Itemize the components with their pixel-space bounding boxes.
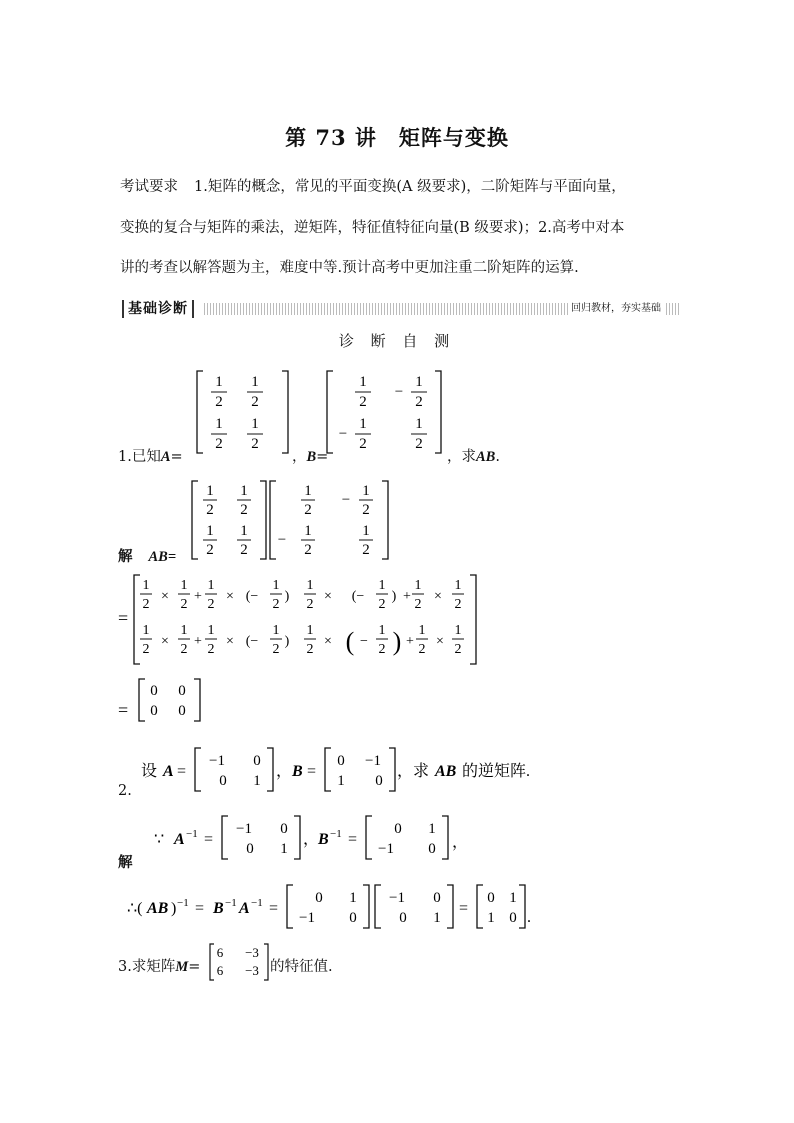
svg-text:1: 1 [306, 578, 314, 593]
svg-text:1: 1 [362, 483, 370, 499]
solution-2-label: 解 [118, 854, 133, 871]
svg-text:×: × [226, 634, 234, 649]
svg-text:−1: −1 [236, 821, 252, 837]
svg-text:0: 0 [375, 773, 383, 789]
problem-3-suffix: 的特征值. [270, 959, 333, 975]
matrix-m-entry: 6 [216, 945, 224, 960]
svg-text:2: 2 [359, 394, 367, 410]
section-heading: 诊 断 自 测 [338, 332, 456, 350]
svg-text:1: 1 [253, 773, 261, 789]
svg-text:=: = [269, 900, 279, 917]
problem-3-statement [118, 955, 200, 976]
svg-text:，: ， [276, 763, 293, 780]
svg-text:): ) [284, 589, 290, 604]
svg-text:2: 2 [418, 642, 426, 657]
svg-text:2: 2 [306, 597, 314, 612]
svg-text:1: 1 [304, 523, 312, 539]
section-banner [118, 300, 680, 318]
svg-text:×: × [226, 589, 234, 604]
problem-1-ask [447, 445, 500, 466]
svg-text:AB: AB [435, 763, 457, 780]
svg-text:2: 2 [251, 394, 259, 410]
period-1: . [495, 449, 500, 465]
svg-text:1: 1 [433, 910, 441, 926]
svg-text:+: + [403, 589, 411, 604]
var-a: A [160, 449, 171, 465]
eq-m: = [188, 959, 201, 975]
svg-text:1: 1 [415, 374, 423, 390]
svg-text:): ) [391, 589, 397, 604]
svg-text:2: 2 [415, 436, 423, 452]
svg-text:2: 2 [180, 597, 188, 612]
svg-text:=: = [195, 900, 205, 917]
banner-label: 基础诊断 [122, 300, 194, 318]
svg-text:1: 1 [359, 416, 367, 432]
problem-1-prefix: 1.已知 [118, 449, 161, 465]
svg-text:B: B [292, 763, 303, 780]
svg-text:0: 0 [337, 753, 345, 769]
svg-text:−1: −1 [330, 828, 342, 840]
zero-matrix-result [118, 676, 208, 724]
svg-text:0: 0 [246, 841, 254, 857]
matrix-m-entry: −3 [245, 945, 259, 960]
ask-text: ，求 [447, 449, 476, 465]
svg-text:1: 1 [414, 578, 422, 593]
svg-text:1: 1 [180, 578, 188, 593]
svg-text:1: 1 [251, 416, 259, 432]
svg-text:): ) [392, 627, 402, 656]
svg-text:2: 2 [251, 436, 259, 452]
svg-text:2: 2 [415, 394, 423, 410]
svg-text:−1: −1 [177, 897, 189, 909]
problem-2-number: 2. [118, 783, 132, 799]
svg-text:0: 0 [349, 910, 357, 926]
svg-text:2: 2 [304, 542, 312, 558]
svg-text:1: 1 [215, 374, 223, 390]
svg-text:=: = [204, 831, 214, 848]
svg-text:−1: −1 [299, 910, 315, 926]
svg-text:−1: −1 [365, 753, 381, 769]
requirements-text-1: 1.矩阵的概念，常见的平面变换(A 级要求)，二阶矩阵与平面向量， [194, 179, 626, 195]
svg-text:1: 1 [304, 483, 312, 499]
svg-text:2: 2 [359, 436, 367, 452]
svg-text:−: − [394, 384, 404, 400]
svg-text:0: 0 [315, 890, 323, 906]
svg-text:1: 1 [509, 890, 517, 906]
svg-text:1: 1 [215, 416, 223, 432]
requirements-line-1 [120, 177, 680, 197]
svg-text:的逆矩阵.: 的逆矩阵. [462, 763, 531, 780]
svg-text:设: 设 [141, 763, 158, 780]
svg-text:1: 1 [378, 578, 386, 593]
ab-eq: AB= [148, 549, 177, 565]
svg-text:(−: (− [351, 589, 365, 604]
svg-text:1: 1 [207, 623, 215, 638]
svg-text:−1: −1 [186, 828, 198, 840]
svg-text:2: 2 [362, 502, 370, 518]
svg-text:2: 2 [272, 597, 280, 612]
svg-text:=: = [118, 700, 129, 720]
svg-text:2: 2 [207, 642, 215, 657]
solution-2-line-1 [150, 813, 470, 863]
svg-text:1: 1 [240, 523, 248, 539]
svg-text:×: × [434, 589, 442, 604]
svg-text:0: 0 [428, 841, 436, 857]
svg-text:1: 1 [272, 623, 280, 638]
solution-1-label-line [118, 545, 176, 566]
page-title: 第 73 讲 矩阵与变换 [285, 125, 509, 150]
svg-text:1: 1 [240, 483, 248, 499]
svg-text:1: 1 [280, 841, 288, 857]
svg-text:1: 1 [454, 578, 462, 593]
svg-text:×: × [436, 634, 444, 649]
zero-entry: 0 [178, 703, 186, 719]
svg-text:2: 2 [272, 642, 280, 657]
svg-text:2: 2 [240, 502, 248, 518]
svg-text:−1: −1 [389, 890, 405, 906]
svg-text:0: 0 [433, 890, 441, 906]
product-matrices [190, 478, 395, 562]
svg-text:(−: (− [245, 589, 259, 604]
svg-text:，: ， [303, 831, 320, 848]
svg-text:A: A [163, 763, 174, 780]
svg-text:2: 2 [207, 597, 215, 612]
var-b: B [306, 449, 317, 465]
svg-text:，: ， [452, 834, 469, 851]
svg-text:(−: (− [245, 634, 259, 649]
problem-1-statement [118, 445, 183, 466]
eq-a: = [170, 449, 183, 465]
svg-text:1: 1 [337, 773, 345, 789]
svg-text:∴(: ∴( [127, 900, 143, 917]
svg-text:+: + [194, 589, 202, 604]
svg-text:−1: −1 [251, 897, 263, 909]
svg-text:.: . [527, 909, 531, 926]
svg-text:1: 1 [362, 523, 370, 539]
matrix-m-entry: −3 [245, 963, 259, 978]
svg-text:2: 2 [215, 394, 223, 410]
svg-text:∵: ∵ [154, 831, 165, 848]
var-m: M [175, 959, 189, 975]
svg-text:A: A [239, 900, 250, 917]
svg-text:2: 2 [142, 642, 150, 657]
zero-entry: 0 [178, 683, 186, 699]
svg-text:1: 1 [142, 578, 150, 593]
svg-text:1: 1 [206, 523, 214, 539]
svg-text:1: 1 [454, 623, 462, 638]
svg-text:1: 1 [349, 890, 357, 906]
svg-text:2: 2 [215, 436, 223, 452]
svg-text:0: 0 [253, 753, 261, 769]
svg-text:−: − [277, 532, 287, 548]
matrix-m-entry: 6 [216, 963, 224, 978]
requirements-line-2: 变换的复合与矩阵的乘法，逆矩阵，特征值特征向量(B 级要求)；2.高考中对本 [120, 220, 625, 236]
banner-subtitle: 回归教材，夯实基础 [568, 302, 664, 316]
svg-text:，求: ，求 [397, 763, 430, 780]
svg-text:): ) [284, 634, 290, 649]
svg-text:=: = [307, 763, 317, 780]
solution-1-label: 解 [118, 548, 133, 565]
svg-text:×: × [324, 589, 332, 604]
svg-text:1: 1 [418, 623, 426, 638]
svg-text:2: 2 [142, 597, 150, 612]
svg-text:−1: −1 [378, 841, 394, 857]
svg-text:2: 2 [378, 597, 386, 612]
svg-text:A: A [174, 831, 185, 848]
zero-entry: 0 [150, 683, 158, 699]
svg-text:2: 2 [378, 642, 386, 657]
matrix-m [208, 942, 272, 982]
svg-text:1: 1 [206, 483, 214, 499]
svg-text:2: 2 [206, 542, 214, 558]
svg-text:=: = [348, 831, 358, 848]
svg-text:×: × [324, 634, 332, 649]
svg-text:=: = [459, 900, 469, 917]
svg-text:−: − [338, 426, 348, 442]
svg-text:+: + [194, 634, 202, 649]
svg-text:0: 0 [509, 910, 517, 926]
svg-text:0: 0 [487, 890, 495, 906]
svg-text:0: 0 [394, 821, 402, 837]
svg-text:B: B [213, 900, 224, 917]
svg-text:1: 1 [306, 623, 314, 638]
matrix-b [325, 368, 445, 456]
svg-text:1: 1 [251, 374, 259, 390]
svg-text:2: 2 [180, 642, 188, 657]
svg-text:2: 2 [240, 542, 248, 558]
svg-text:0: 0 [219, 773, 227, 789]
svg-text:1: 1 [272, 578, 280, 593]
svg-text:1: 1 [359, 374, 367, 390]
zero-entry: 0 [150, 703, 158, 719]
problem-1-b-label [292, 445, 328, 466]
svg-text:0: 0 [399, 910, 407, 926]
svg-text:2: 2 [454, 642, 462, 657]
svg-text:=: = [177, 763, 187, 780]
svg-text:1: 1 [207, 578, 215, 593]
svg-text:+: + [406, 634, 414, 649]
svg-text:AB: AB [147, 900, 169, 917]
svg-text:1: 1 [415, 416, 423, 432]
svg-text:−1: −1 [209, 753, 225, 769]
problem-2-statement [135, 745, 555, 795]
requirements-label: 考试要求 [120, 179, 178, 195]
svg-text:1: 1 [428, 821, 436, 837]
svg-text:0: 0 [280, 821, 288, 837]
expanded-product [118, 572, 488, 668]
svg-text:×: × [161, 634, 169, 649]
svg-text:1: 1 [378, 623, 386, 638]
svg-text:B: B [318, 831, 329, 848]
svg-text:2: 2 [306, 642, 314, 657]
svg-text:(: ( [345, 627, 355, 656]
svg-text:=: = [118, 608, 129, 628]
svg-text:1: 1 [487, 910, 495, 926]
problem-3-prefix: 3.求矩阵 [118, 959, 176, 975]
svg-text:−: − [360, 634, 368, 649]
svg-text:×: × [161, 589, 169, 604]
svg-text:1: 1 [142, 623, 150, 638]
svg-text:−1: −1 [225, 897, 237, 909]
svg-text:2: 2 [362, 542, 370, 558]
svg-text:1: 1 [180, 623, 188, 638]
svg-text:−: − [341, 492, 351, 508]
svg-text:2: 2 [206, 502, 214, 518]
svg-text:2: 2 [414, 597, 422, 612]
solution-2-line-2 [125, 882, 545, 932]
target-ab: AB [476, 449, 496, 465]
svg-text:): ) [171, 900, 177, 917]
eq-b: = [316, 449, 329, 465]
requirements-line-3: 讲的考查以解答题为主，难度中等.预计高考中更加注重二阶矩阵的运算. [120, 260, 579, 276]
svg-text:2: 2 [454, 597, 462, 612]
matrix-a [195, 368, 290, 456]
comma-1: ， [292, 449, 307, 465]
svg-text:2: 2 [304, 502, 312, 518]
